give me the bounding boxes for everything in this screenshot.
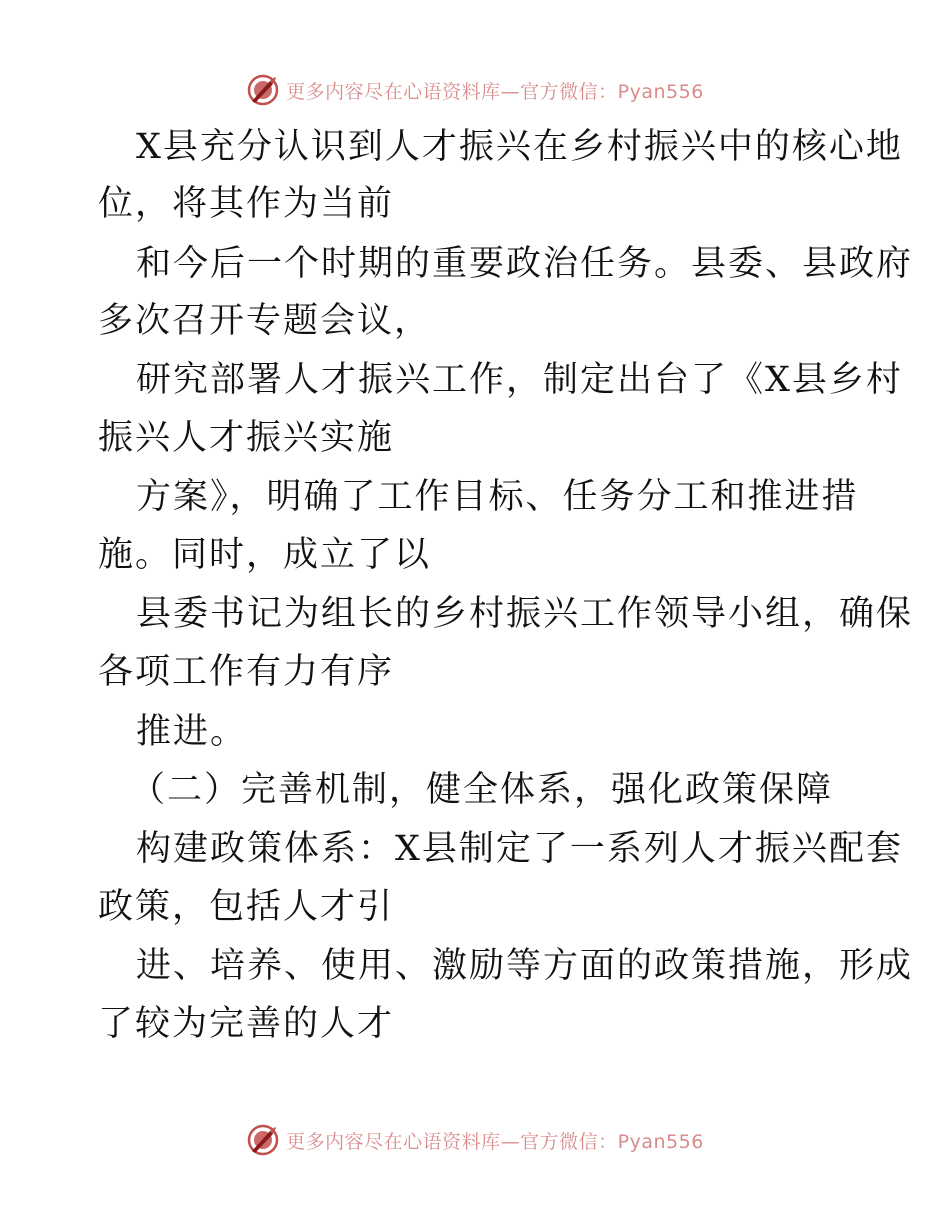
watermark-text: 更多内容尽在心语资料库—官方微信：Pyan556 <box>286 80 704 103</box>
quill-seal-icon <box>246 73 280 107</box>
body-line: 进、培养、使用、激励等方面的政策措施，形成 <box>136 946 914 986</box>
watermark-text: 更多内容尽在心语资料库—官方微信：Pyan556 <box>286 1130 704 1153</box>
header-watermark <box>0 70 950 110</box>
body-line: 了较为完善的人才 <box>98 1004 395 1044</box>
body-line: 研究部署人才振兴工作，制定出台了《X县乡村 <box>136 360 903 400</box>
body-line: 施。同时，成立了以 <box>98 535 432 575</box>
body-line: 位，将其作为当前 <box>98 184 395 224</box>
body-line: 和今后一个时期的重要政治任务。县委、县政府 <box>136 244 914 284</box>
body-line: 推进。 <box>136 712 248 752</box>
body-line: X县充分认识到人才振兴在乡村振兴中的核心地 <box>136 127 903 167</box>
body-line: 方案》，明确了工作目标、任务分工和推进措 <box>136 477 859 517</box>
body-line: 政策，包括人才引 <box>98 887 395 927</box>
footer-watermark <box>0 1120 950 1160</box>
section-heading: （二）完善机制，健全体系，强化政策保障 <box>130 770 834 810</box>
body-line: 多次召开专题会议， <box>98 301 432 341</box>
body-line: 县委书记为组长的乡村振兴工作领导小组，确保 <box>136 594 914 634</box>
quill-seal-icon <box>246 1123 280 1157</box>
body-line: 各项工作有力有序 <box>98 652 395 692</box>
body-line: 构建政策体系：X县制定了一系列人才振兴配套 <box>136 829 903 869</box>
body-line: 振兴人才振兴实施 <box>98 418 395 458</box>
